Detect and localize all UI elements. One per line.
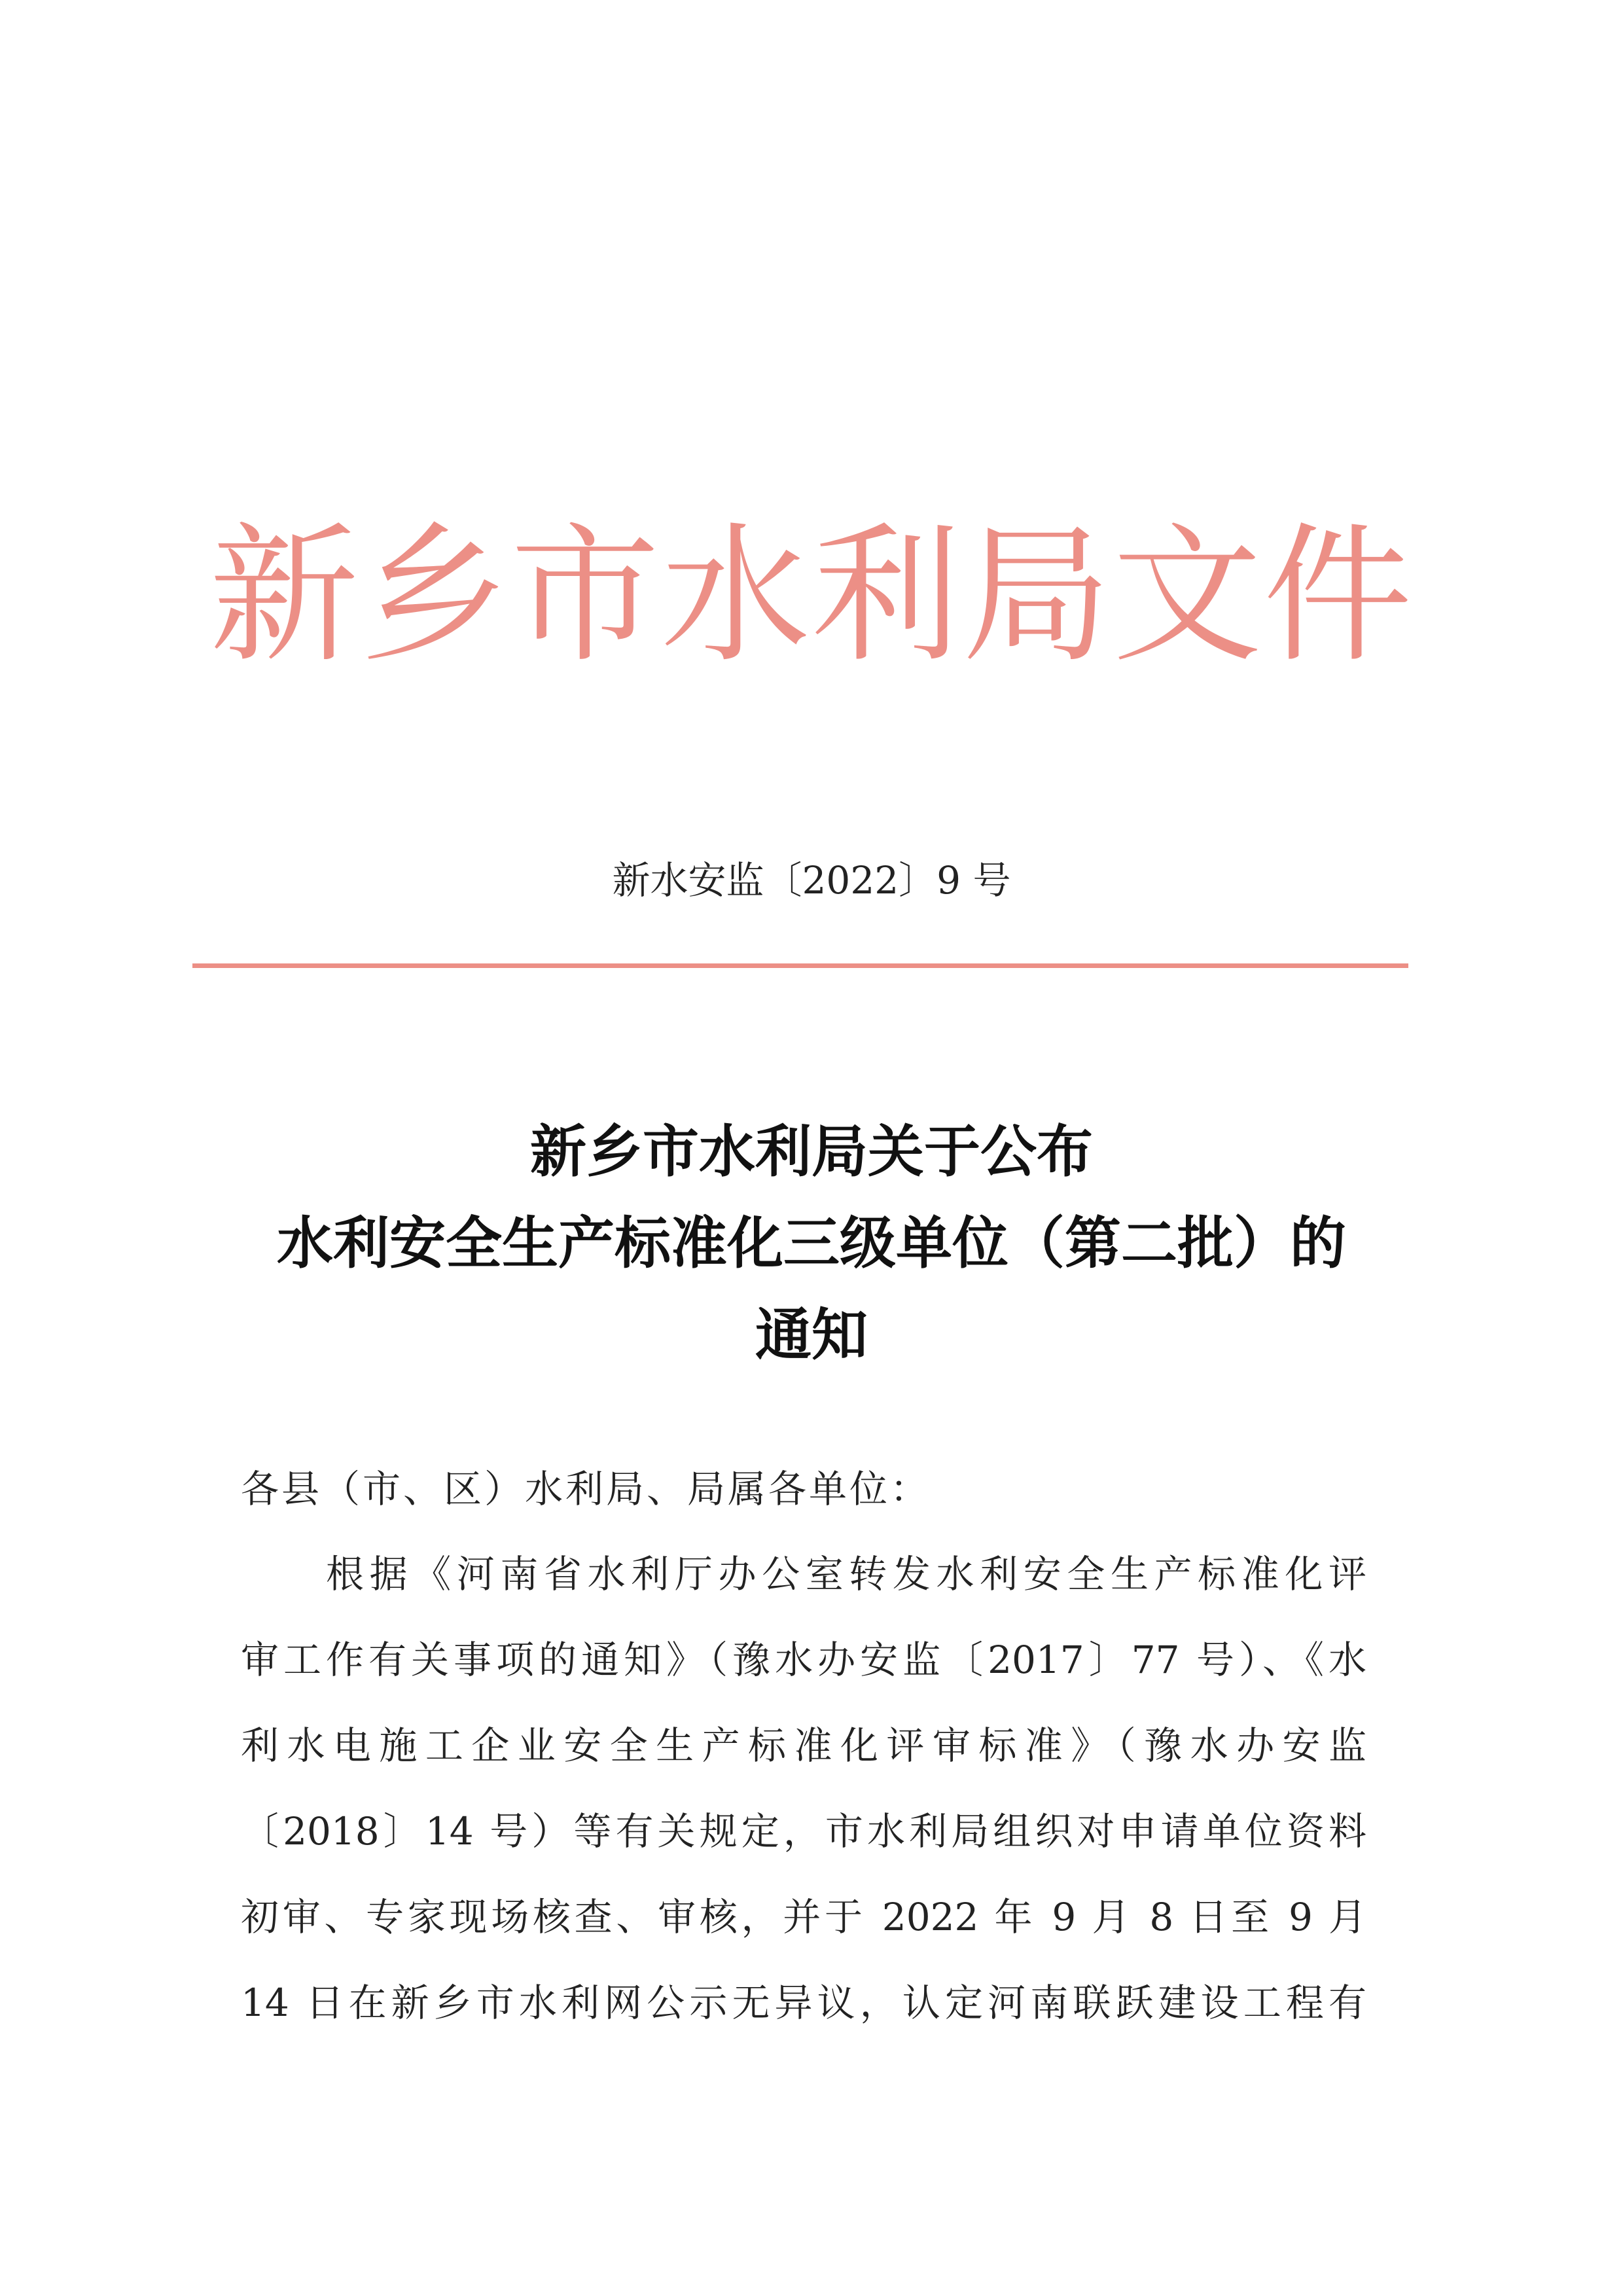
paragraph-line: 根据《河南省水利厅办公室转发水利安全生产标准化评 bbox=[326, 1552, 1366, 1596]
notice-title bbox=[196, 1106, 1427, 1381]
title-line-3: 通知 bbox=[755, 1302, 868, 1368]
red-divider-line bbox=[192, 963, 1408, 968]
title-line-1: 新乡市水利局关于公布 bbox=[530, 1119, 1093, 1185]
issuer-red-header: 新乡市水利局文件 bbox=[209, 509, 1414, 683]
paragraph-line: 审工作有关事项的通知》（豫水办安监〔2017〕77 号）、《水 bbox=[241, 1638, 1366, 1682]
paragraph-line: 初审、专家现场核查、审核，并于 2022 年 9 月 8 日至 9 月 bbox=[241, 1895, 1366, 1939]
paragraph-line: 14 日在新乡市水利网公示无异议，认定河南联跃建设工程有 bbox=[241, 1981, 1366, 2025]
paragraph-line: 〔2018〕14 号）等有关规定，市水利局组织对申请单位资料 bbox=[241, 1809, 1366, 1854]
paragraph-line: 利水电施工企业安全生产标准化评审标准》（豫水办安监 bbox=[241, 1723, 1366, 1768]
document-number: 新水安监〔2022〕9 号 bbox=[612, 858, 1011, 903]
title-line-2: 水利安全生产标准化三级单位（第二批）的 bbox=[277, 1210, 1346, 1276]
salutation: 各县（市、区）水利局、局属各单位： bbox=[241, 1467, 931, 1511]
notice-body bbox=[241, 1446, 1366, 2046]
